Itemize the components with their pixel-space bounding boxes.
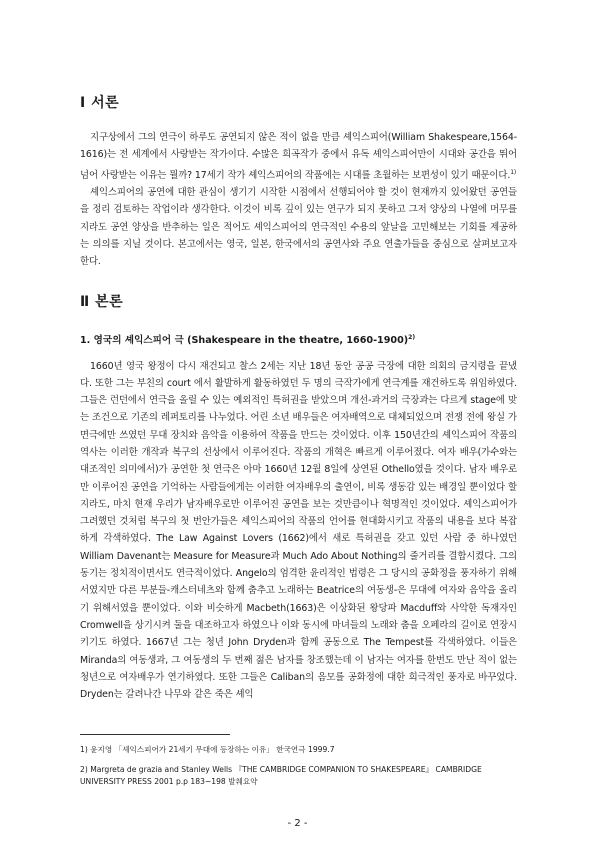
footnote-2: 2) Margreta de grazia and Stanley Wells 『THE CAMBRIDGE COMPANION TO SHAKESPEARE』 CAMBRIDGE UNIVERSITY PRESS 2001 p.p 183~198 발췌요약 bbox=[80, 765, 482, 786]
intro-paragraph-1-text: 지구상에서 그의 연극이 하루도 공연되지 않은 적이 없을 만큼 셰익스피어(William Shakespeare,1564-1616)는 전 세계에서 사랑받는 작가이다. 수많은 희곡작가 중에서 유독 셰익스피어만이 시대와 공간을 뛰어넘어 사랑받는 이유는 뭘까? 17세기 작가 셰익스피어의 작품에는 시대를 초월하는 보편성이 있기 때문이다. bbox=[80, 132, 517, 181]
subsection-heading-text: 1. 영국의 셰익스피어 극 (Shakespeare in the theatre, 1660-1900) bbox=[80, 334, 409, 346]
intro-paragraph-1 bbox=[80, 129, 517, 184]
footnote-1: 1) 윤지영 「셰익스피어가 21세기 무대에 등장하는 이유」 한국연극 1999.7 bbox=[80, 745, 335, 754]
subsection-heading-england bbox=[80, 332, 517, 346]
footnote-ref-1[interactable]: 1) bbox=[510, 168, 517, 176]
main-paragraph-1: 1660년 영국 왕정이 다시 재건되고 찰스 2세는 지난 18년 동안 공공 극장에 대한 의회의 금지령을 끝냈다. 또한 그는 부친의 court 에서 활발하게 활동하였던 두 명의 극작가에게 연극계를 재건하도록 위임하였다. 그들은 런던에서 연극을 올릴 수 있는 예외적인 특허권을 받았으며 개선-과거의 극장과는 다르게 stage에 맞는 조건으로 기존의 레퍼토리를 나누었다. 어린 소년 배우들은 여자배역으로 대체되었으며 전쟁 전에 왕실 가면극에만 쓰였던 무대 장치와 음악을 이용하여 작품을 만드는 것이었다. 이후 150년간의 셰익스피어 작품의 역사는 이러한 개작과 복구의 선상에서 이루어진다. 작품의 개혁은 빠르게 이루어졌다. 여자 배우(가수와는 대조적인 의미에서)가 공연한 첫 연극은 아마 1660년 12월 8일에 상연된 Othello였을 것이다. 남자 배우로만 이루어진 공연을 기억하는 사람들에게는 이러한 여자배우의 출연이, 비록 생동감 있는 배경일 뿐이었다 할지라도, 마치 현재 우리가 남자배우로만 이루어진 공연을 보는 것만큼이나 혁명적인 것이었다. 셰익스피어가 그려했던 것처럼 복구의 첫 번안가들은 셰익스피어의 작품의 언어를 현대화시키고 작품의 내용을 보다 복잡하게 각색하였다. The Law Against Lovers (1662)에서 새로 특허권을 갖고 있던 사람 중 하나였던 William Davenant는 Measure for Measure과 Much Ado About Nothing의 줄거리를 결합시켰다. 그의 동기는 정치적이면서도 연극적이었다. Angelo의 엄격한 윤리적인 법령은 그 당시의 공화정을 풍자하기 위해서였지만 다른 부분들-캐스터네츠와 함께 춤추고 노래하는 Beatrice의 여동생-은 무대에 여자와 음악을 올리기 위해서였을 뿐이었다. 이와 비슷하게 Macbeth(1663)은 이상화된 왕당파 Macduff와 사악한 독재자인 Cromwell을 상기시켜 둘을 대조하고자 하였으나 이와 동시에 마녀들의 노래와 춤을 오페라의 길이로 연장시키기도 하였다. 1667년 그는 청년 John Dryden과 함께 공동으로 The Tempest를 각색하였다. 이들은 Miranda의 여동생과, 그 여동생의 두 번째 젊은 남자를 창조했는데 이 남자는 여자를 한번도 만난 적이 없는 청년으로 여자배우가 연기하였다. 또한 그들은 Caliban의 음모를 공화정에 대한 희극적인 풍자로 바꾸었다. Dryden는 갈려나간 나무와 같은 죽은 셰익 bbox=[80, 360, 517, 701]
body-content bbox=[80, 88, 517, 703]
footnote-divider bbox=[80, 734, 230, 735]
section-heading-main: Ⅱ 본론 bbox=[80, 293, 124, 310]
footnote-ref-2[interactable]: 2) bbox=[408, 333, 416, 341]
page-number: - 2 - bbox=[287, 818, 308, 829]
intro-paragraph-2: 셰익스피어의 공연에 대한 관심이 생기기 시작한 시점에서 선행되어야 할 것이 현재까지 있어왔던 공연들을 정리 검토하는 작업이라 생각한다. 이것이 비록 깊이 있는 연구가 되지 못하고 그저 양상의 나열에 머무를지라도 공연 양상을 반추하는 일은 적어도 셰익스피어의 연극적인 수용의 앞날을 고민해보는 기회를 제공하는 의의를 지닐 것이다. 본고에서는 영국, 일본, 한국에서의 공연사와 주요 연출가들을 중심으로 살펴보고자 한다. bbox=[80, 187, 517, 268]
section-heading-introduction: Ⅰ 서론 bbox=[80, 95, 120, 111]
